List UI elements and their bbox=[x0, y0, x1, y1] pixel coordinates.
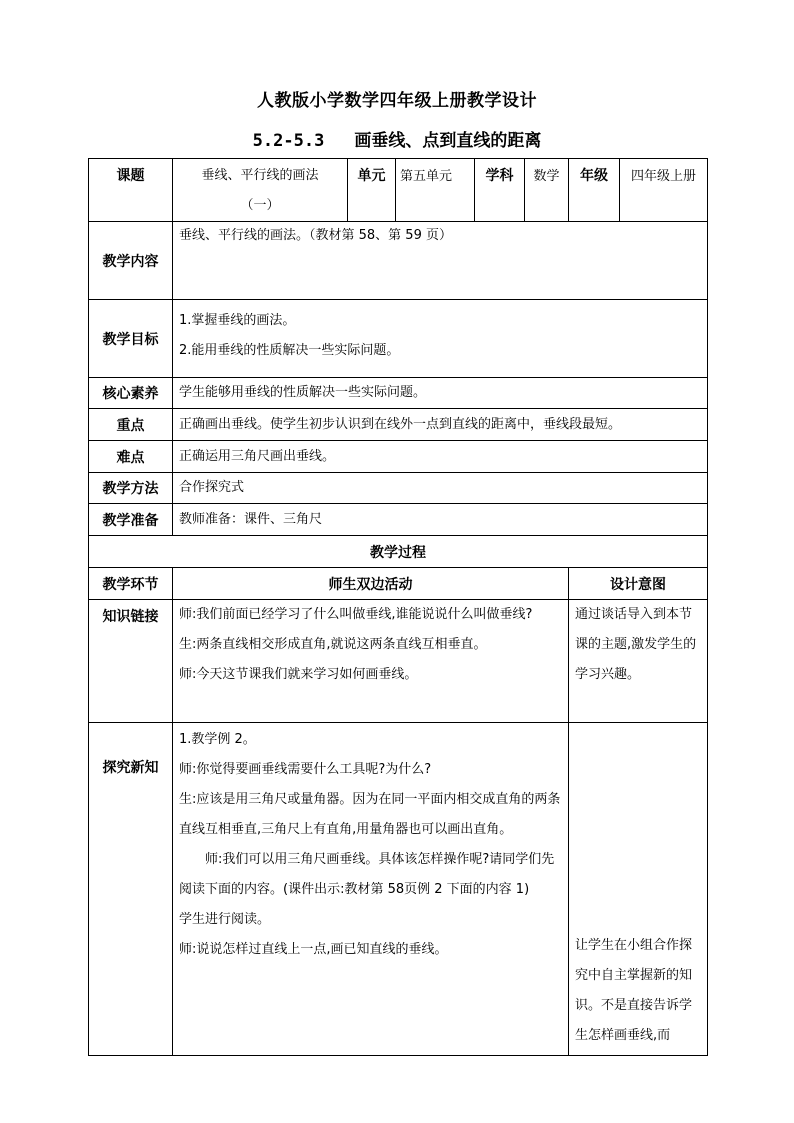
method-value: 合作探究式 bbox=[173, 473, 708, 504]
process-heading-row bbox=[89, 536, 708, 568]
col-activity: 师生双边活动 bbox=[173, 568, 569, 600]
dialogue-line: 师:说说怎样过直线上一点,画已知直线的垂线。 bbox=[179, 942, 448, 957]
method-label: 教学方法 bbox=[89, 473, 173, 504]
explore-intent: 让学生在小组合作探究中自主掌握新的知识。不是直接告诉学生怎样画垂线,而 bbox=[569, 723, 708, 1056]
explore-row bbox=[89, 723, 708, 1056]
prep-label: 教学准备 bbox=[89, 504, 173, 536]
grade-label: 年级 bbox=[569, 159, 620, 222]
goal-item: 2.能用垂线的性质解决一些实际问题。 bbox=[179, 343, 400, 358]
link-label: 知识链接 bbox=[89, 600, 173, 723]
lesson-plan-table bbox=[88, 158, 708, 1056]
grade-value: 四年级上册 bbox=[620, 159, 708, 222]
key-value: 正确画出垂线。使学生初步认识到在线外一点到直线的距离中，垂线段最短。 bbox=[173, 409, 708, 441]
lesson-title bbox=[0, 126, 794, 151]
literacy-row bbox=[89, 378, 708, 409]
topic-label: 课题 bbox=[89, 159, 173, 222]
explore-label: 探究新知 bbox=[89, 723, 173, 1056]
subject-value: 数学 bbox=[525, 159, 569, 222]
method-row bbox=[89, 473, 708, 504]
difficulty-row bbox=[89, 441, 708, 473]
link-intent: 通过谈话导入到本节课的主题,激发学生的学习兴趣。 bbox=[569, 600, 708, 723]
dialogue-line: 生:应该是用三角尺或量角器。因为在同一平面内相交成直角的两条直线互相垂直,三角尺上有直角,用量角器也可以画出直角。 bbox=[179, 792, 561, 837]
prep-value: 教师准备：课件、三角尺 bbox=[173, 504, 708, 536]
dialogue-line: 师:我们前面已经学习了什么叫做垂线,谁能说说什么叫做垂线? bbox=[179, 607, 533, 622]
literacy-label: 核心素养 bbox=[89, 378, 173, 409]
lesson-name: 画垂线、点到直线的距离 bbox=[354, 131, 542, 151]
topic-value: 垂线、平行线的画法 （一） bbox=[173, 159, 348, 222]
subject-label: 学科 bbox=[475, 159, 525, 222]
lesson-number: 5.2-5.3 bbox=[252, 131, 325, 151]
content-row bbox=[89, 222, 708, 300]
dialogue-line: 师:我们可以用三角尺画垂线。具体该怎样操作呢?请同学们先阅读下面的内容。(课件出示:教材第 58页例 2 下面的内容 1) bbox=[179, 852, 555, 897]
literacy-value: 学生能够用垂线的性质解决一些实际问题。 bbox=[173, 378, 708, 409]
key-label: 重点 bbox=[89, 409, 173, 441]
link-activity bbox=[173, 600, 569, 723]
key-row bbox=[89, 409, 708, 441]
goals-value bbox=[173, 300, 708, 378]
process-heading: 教学过程 bbox=[89, 536, 708, 568]
prep-row bbox=[89, 504, 708, 536]
goals-row bbox=[89, 300, 708, 378]
unit-value: 第五单元 bbox=[396, 159, 475, 222]
dialogue-line: 1.教学例 2。 bbox=[179, 732, 256, 747]
explore-activity bbox=[173, 723, 569, 1056]
goals-label: 教学目标 bbox=[89, 300, 173, 378]
goal-item: 1.掌握垂线的画法。 bbox=[179, 313, 296, 328]
content-label: 教学内容 bbox=[89, 222, 173, 300]
unit-label: 单元 bbox=[348, 159, 396, 222]
content-value: 垂线、平行线的画法。（教材第 58、第 59 页） bbox=[173, 222, 708, 300]
document-title: 人教版小学数学四年级上册教学设计 bbox=[257, 91, 537, 111]
dialogue-line: 生:两条直线相交形成直角,就说这两条直线互相垂直。 bbox=[179, 637, 487, 652]
dialogue-line: 师:你觉得要画垂线需要什么工具呢?为什么? bbox=[179, 762, 432, 777]
link-row bbox=[89, 600, 708, 723]
difficulty-value: 正确运用三角尺画出垂线。 bbox=[173, 441, 708, 473]
process-columns-row bbox=[89, 568, 708, 600]
col-intent: 设计意图 bbox=[569, 568, 708, 600]
dialogue-line: 师:今天这节课我们就来学习如何画垂线。 bbox=[179, 667, 418, 682]
difficulty-label: 难点 bbox=[89, 441, 173, 473]
col-stage: 教学环节 bbox=[89, 568, 173, 600]
header-row bbox=[89, 159, 708, 222]
dialogue-line: 学生进行阅读。 bbox=[179, 912, 271, 927]
